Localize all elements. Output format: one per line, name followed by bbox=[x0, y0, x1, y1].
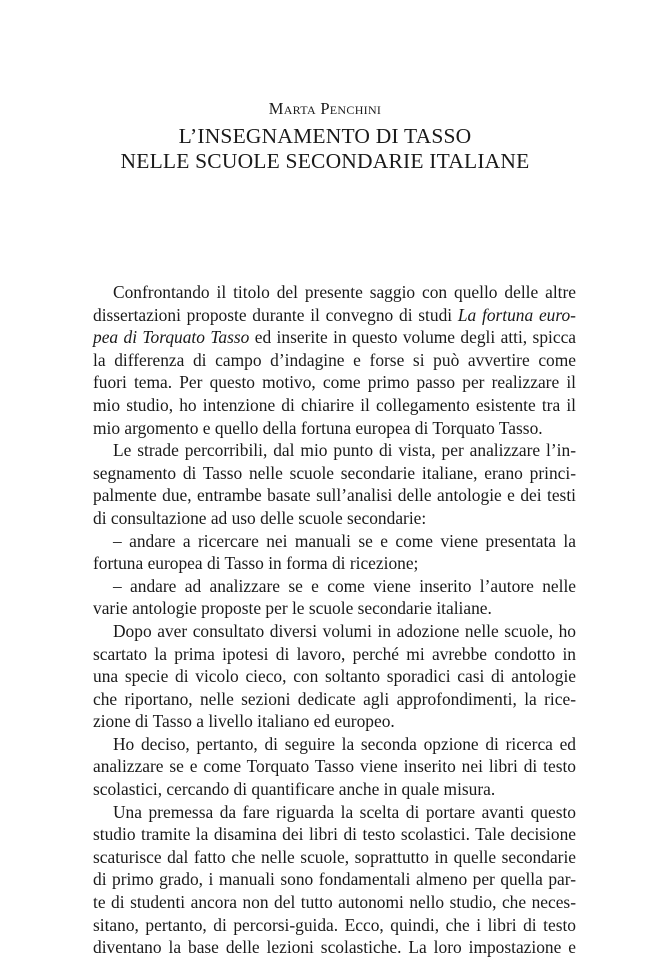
body-line: scolastici, cercando di quantificare anche in quale misura. bbox=[93, 779, 496, 800]
body-text: ed inserite in questo volume degli atti, spicca bbox=[249, 327, 577, 348]
article-title bbox=[0, 124, 650, 174]
author-name: Marta Penchini bbox=[268, 99, 382, 118]
body-line: di consultazione ad uso delle scuole secondarie: bbox=[93, 507, 427, 528]
body-line: sitano, pertanto, di percorsi-guida. Ecco, quindi, che i libri di testo bbox=[93, 914, 576, 935]
list-item: – andare ad analizzare se e come viene inserito l’autore nelle bbox=[113, 575, 576, 596]
title-line-1: L’INSEGNAMENTO DI TASSO bbox=[178, 124, 472, 148]
body-line: fuori tema. Per questo motivo, come primo passo per realizzare il bbox=[93, 372, 576, 393]
body-line: Dopo aver consultato diversi volumi in adozione nelle scuole, ho bbox=[113, 620, 576, 641]
work-title: La fortuna euro- bbox=[457, 304, 576, 325]
title-line-2: NELLE SCUOLE SECONDARIE ITALIANE bbox=[120, 149, 530, 173]
list-item: – andare a ricercare nei manuali se e come viene presentata la bbox=[113, 530, 576, 551]
article-body bbox=[93, 281, 576, 959]
body-line: mio studio, ho intenzione di chiarire il collegamento esistente tra il bbox=[93, 394, 576, 415]
work-title: pea di Torquato Tasso bbox=[93, 327, 250, 348]
body-line bbox=[93, 304, 576, 327]
body-line: di primo grado, i manuali sono fondamentali almeno per quella par- bbox=[93, 869, 576, 890]
body-line: la differenza di campo d’indagine e forse si può avvertire come bbox=[93, 349, 576, 370]
body-line: diventano la base delle lezioni scolastiche. La loro impostazione e bbox=[93, 937, 576, 958]
body-line: scaturisce dal fatto che nelle scuole, soprattutto in quelle secondarie bbox=[93, 846, 576, 867]
body-line: segnamento di Tasso nelle scuole secondarie italiane, erano princi- bbox=[93, 462, 576, 483]
body-line: te di studenti ancora non del tutto autonomi nello studio, che neces- bbox=[93, 892, 576, 913]
body-line: Una premessa da fare riguarda la scelta di portare avanti questo bbox=[113, 801, 576, 822]
body-line: varie antologie proposte per le scuole secondarie italiane. bbox=[93, 598, 492, 619]
body-line: zione di Tasso a livello italiano ed europeo. bbox=[93, 711, 395, 732]
body-line: una specie di vicolo cieco, con soltanto sporadici casi di antologie bbox=[93, 666, 576, 687]
body-line: fortuna europea di Tasso in forma di ricezione; bbox=[93, 553, 419, 574]
body-line: Ho deciso, pertanto, di seguire la seconda opzione di ricerca ed bbox=[113, 733, 576, 754]
body-line: che riportano, nelle sezioni dedicate agli approfondimenti, la rice- bbox=[93, 688, 576, 709]
body-line: mio argomento e quello della fortuna europea di Torquato Tasso. bbox=[93, 417, 543, 438]
body-line bbox=[93, 326, 576, 349]
body-line: Confrontando il titolo del presente saggio con quello delle altre bbox=[113, 282, 576, 302]
body-line: Le strade percorribili, dal mio punto di vista, per analizzare l’in- bbox=[113, 440, 576, 461]
body-line: palmente due, entrambe basate sull’analisi delle antologie e dei testi bbox=[93, 485, 576, 506]
body-text: dissertazioni proposte durante il convegno di studi bbox=[93, 304, 458, 325]
body-line: scartato la prima ipotesi di lavoro, perché mi avrebbe condotto in bbox=[93, 643, 576, 664]
body-line: analizzare se e come Torquato Tasso viene inserito nei libri di testo bbox=[93, 756, 576, 777]
body-line: studio tramite la disamina dei libri di testo scolastici. Tale decisione bbox=[93, 824, 576, 845]
